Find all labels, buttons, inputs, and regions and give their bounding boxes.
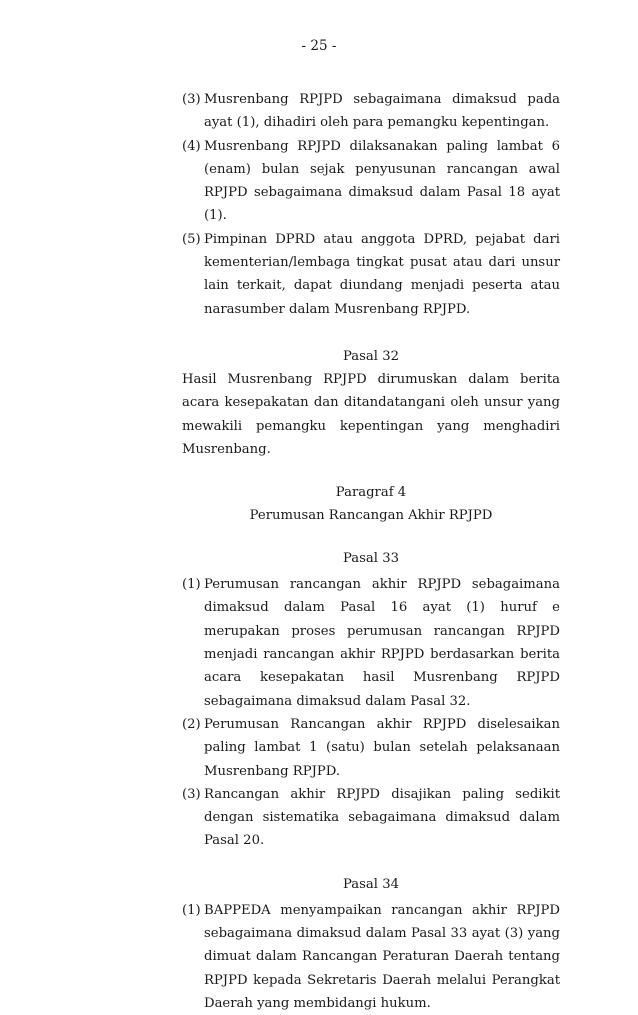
pasal-34-list: [182, 899, 560, 1015]
pasal-33-title: Pasal 33: [343, 551, 399, 567]
paragraf-4-subtitle: Perumusan Rancangan Akhir RPJPD: [249, 508, 493, 524]
item-number: (2): [182, 716, 201, 732]
item-text: Perumusan Rancangan akhir RPJPD diselesaikan paling lambat 1 (satu) bulan setelah pelaksanaan Musrenbang RPJPD.: [204, 716, 560, 779]
item-text: Musrenbang RPJPD sebagaimana dimaksud pada ayat (1), dihadiri oleh para pemangku kepentingan.: [204, 92, 560, 131]
list-item: [182, 573, 560, 713]
item-number: (4): [182, 138, 201, 154]
item-number: (1): [182, 577, 201, 593]
paragraf-4-title: Paragraf 4: [335, 485, 407, 501]
item-number: (3): [182, 92, 201, 107]
pasal-33-list: [182, 573, 560, 853]
list-item: [182, 228, 560, 321]
item-number: (5): [182, 231, 201, 247]
pasal-34-title: Pasal 34: [343, 876, 399, 892]
page-number: - 25 -: [301, 38, 337, 54]
list-item: [182, 88, 560, 135]
list-item: [182, 899, 560, 1015]
item-text: BAPPEDA menyampaikan rancangan akhir RPJPD sebagaimana dimaksud dalam Pasal 33 ayat (3) yang dimuat dalam Rancangan Peraturan Daerah tentang RPJPD kepada Sekretaris Daerah melalui Perangkat Daerah yang membidangi hukum.: [204, 902, 560, 1011]
item-text: Musrenbang RPJPD dilaksanakan paling lambat 6 (enam) bulan sejak penyusunan rancangan awal RPJPD sebagaimana dimaksud dalam Pasal 18 ayat (1).: [204, 138, 560, 224]
item-text: Pimpinan DPRD atau anggota DPRD, pejabat dari kementerian/lembaga tingkat pusat atau dari unsur lain terkait, dapat diundang menjadi peserta atau narasumber dalam Musrenbang RPJPD.: [204, 231, 560, 317]
continued-list: [182, 88, 560, 321]
pasal-32-text: Hasil Musrenbang RPJPD dirumuskan dalam berita acara kesepakatan dan ditandatangani oleh unsur yang mewakili pemangku kepentingan yang menghadiri Musrenbang.: [182, 371, 560, 457]
item-number: (1): [182, 902, 201, 918]
list-item: [182, 783, 560, 853]
document-body: [182, 88, 560, 1015]
item-number: (3): [182, 786, 201, 802]
item-text: Perumusan rancangan akhir RPJPD sebagaimana dimaksud dalam Pasal 16 ayat (1) huruf e merupakan proses perumusan rancangan RPJPD menjadi rancangan akhir RPJPD berdasarkan berita acara kesepakatan hasil Musrenbang RPJPD sebagaimana dimaksud dalam Pasal 32.: [204, 577, 560, 709]
pasal-32-title: Pasal 32: [343, 348, 399, 364]
list-item: [182, 135, 560, 228]
item-text: Rancangan akhir RPJPD disajikan paling sedikit dengan sistematika sebagaimana dimaksud dalam Pasal 20.: [204, 786, 560, 849]
list-item: [182, 713, 560, 783]
